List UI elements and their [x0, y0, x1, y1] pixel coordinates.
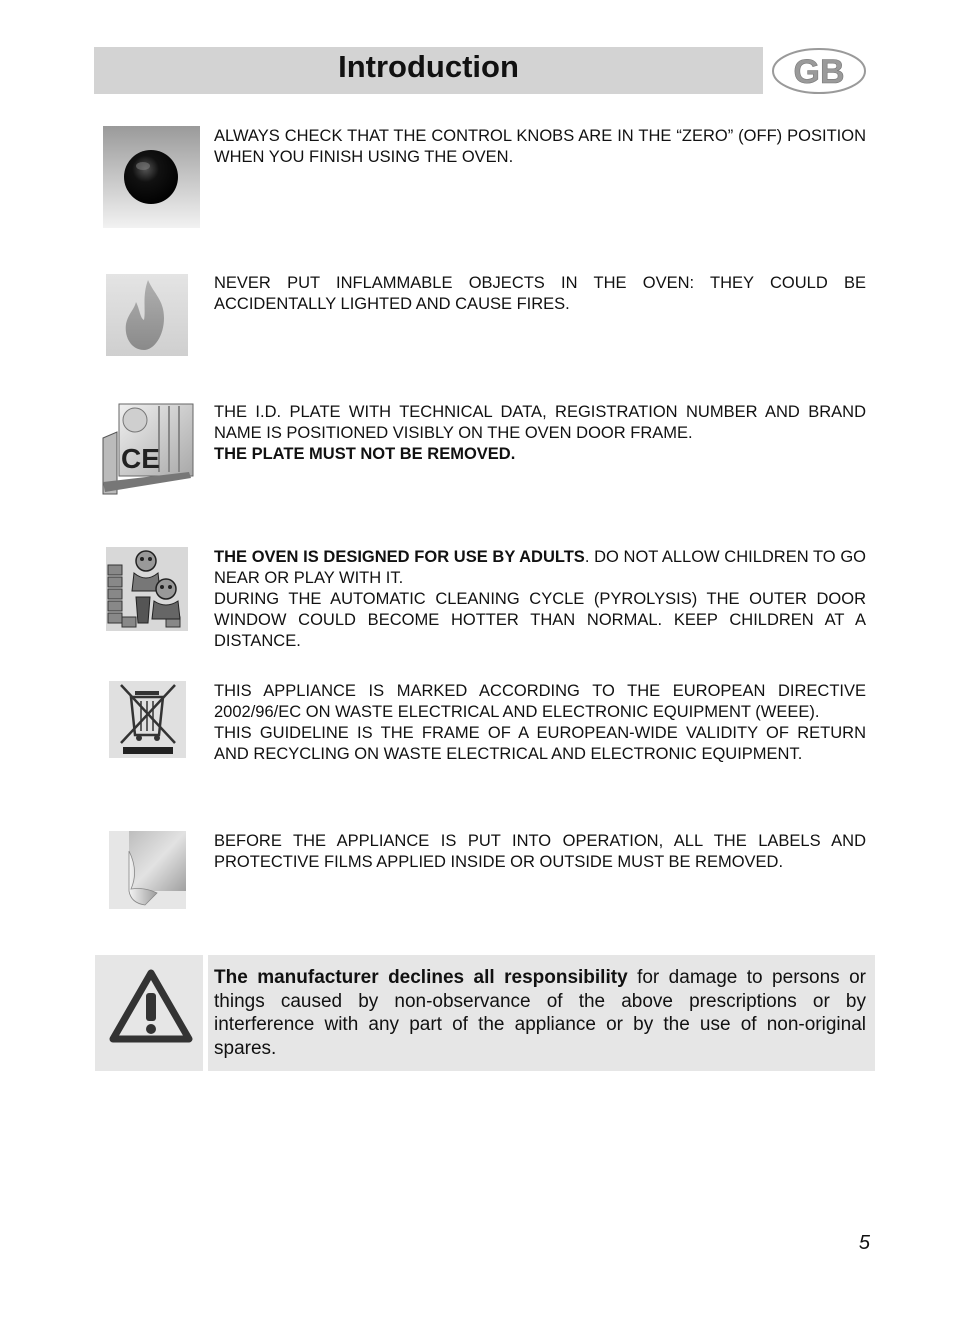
section-weee: [214, 681, 866, 765]
warning-triangle-icon: [95, 955, 203, 1071]
page-title: Introduction: [338, 49, 519, 84]
section-paragraph: [214, 547, 866, 589]
warning-bold-lead: The manufacturer declines all responsibility: [214, 967, 628, 988]
section-text: NEVER PUT INFLAMMABLE OBJECTS IN THE OVEN: THEY COULD BE ACCIDENTALLY LIGHTED AND CAUSE FIRES.: [214, 274, 866, 313]
section-adults: [214, 547, 866, 652]
children-icon: [106, 547, 188, 631]
section-text: THIS APPLIANCE IS MARKED ACCORDING TO THE EUROPEAN DIRECTIVE 2002/96/EC ON WASTE ELECTRICAL AND ELECTRONIC EQUIPMENT (WEEE).: [214, 682, 866, 721]
section-text: . DO NOT ALLOW CHILDREN TO GO NEAR OR PLAY WITH IT.: [214, 548, 866, 587]
ce-id-plate-icon: [99, 402, 195, 496]
section-text: BEFORE THE APPLIANCE IS PUT INTO OPERATION, ALL THE LABELS AND PROTECTIVE FILMS APPLIED INSIDE OR OUTSIDE MUST BE REMOVED.: [214, 832, 866, 871]
section-id-plate: [214, 402, 866, 465]
section-bold-lead: THE OVEN IS DESIGNED FOR USE BY ADULTS: [214, 548, 585, 566]
section-inflammable: [214, 273, 866, 315]
warning-body: for damage to persons or things caused by non-observance of the above prescriptions or by interference with any part of the appliance or by the use of non-original spares.: [214, 967, 866, 1059]
section-text-2: DURING THE AUTOMATIC CLEANING CYCLE (PYROLYSIS) THE OUTER DOOR WINDOW COULD BECOME HOTTER THAN NORMAL. KEEP CHILDREN AT A DISTANCE.: [214, 590, 866, 650]
weee-crossed-bin-icon: [109, 681, 186, 758]
section-bold-text: THE PLATE MUST NOT BE REMOVED.: [214, 445, 516, 463]
section-text-2: THIS GUIDELINE IS THE FRAME OF A EUROPEAN-WIDE VALIDITY OF RETURN AND RECYCLING ON WASTE ELECTRICAL AND ELECTRONIC EQUIPMENT.: [214, 724, 866, 763]
language-badge: [771, 47, 867, 95]
svg-text:CE: CE: [121, 443, 160, 474]
warning-icon-box: [95, 955, 203, 1071]
page-number: 5: [858, 1232, 870, 1254]
language-badge-label: GB: [793, 53, 845, 91]
control-knob-icon: [103, 126, 200, 228]
protective-film-icon: [109, 831, 186, 909]
section-protective-films: [214, 831, 866, 873]
section-text: THE I.D. PLATE WITH TECHNICAL DATA, REGISTRATION NUMBER AND BRAND NAME IS POSITIONED VISIBLY ON THE OVEN DOOR FRAME.: [214, 403, 866, 442]
flame-icon: [106, 274, 188, 356]
warning-text: [214, 966, 866, 1060]
section-text: ALWAYS CHECK THAT THE CONTROL KNOBS ARE IN THE “ZERO” (OFF) POSITION WHEN YOU FINISH USING THE OVEN.: [214, 127, 866, 166]
section-control-knobs: [214, 126, 866, 168]
